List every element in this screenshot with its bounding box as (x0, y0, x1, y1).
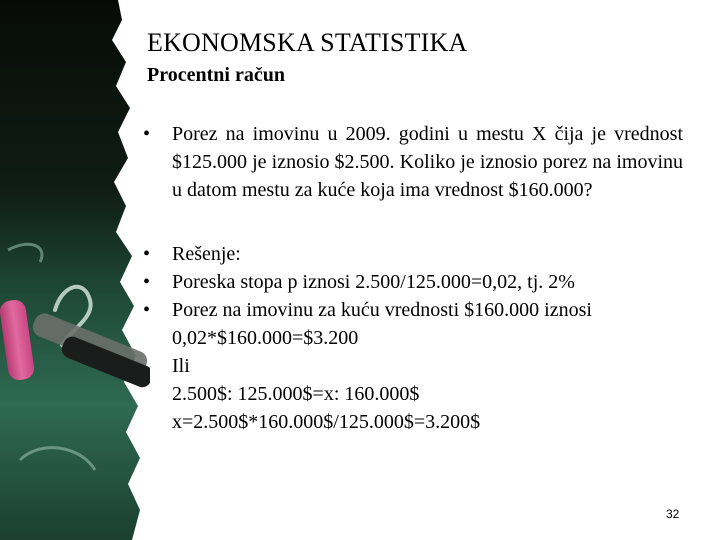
bullet-marker: • (143, 299, 151, 321)
alternative-label: Ili (172, 355, 190, 377)
slide-title: EKONOMSKA STATISTIKA (147, 28, 468, 57)
bullet-marker: • (143, 123, 151, 145)
spacer (143, 204, 683, 240)
chalkboard-decoration (0, 0, 150, 540)
solution-bullet-3 (143, 296, 683, 352)
tax-amount-text: Porez na imovinu za kuću vrednosti $160.000 iznosi 0,02*$160.000=$3.200 (172, 299, 592, 349)
page-number: 32 (666, 507, 680, 521)
proportion-line: 2.500$: 125.000$=x: 160.000$ (172, 383, 420, 405)
problem-text: Porez na imovinu u 2009. godini u mestu X čija je vrednost $125.000 je iznosio $2.500. Koliko je iznosio porez na imovinu u datom mestu za kuće koja ima vrednost $160.000? (172, 123, 683, 201)
result-line: x=2.500$*160.000$/125.000$=3.200$ (172, 411, 481, 433)
problem-bullet (143, 120, 683, 204)
solution-bullet-2 (143, 268, 683, 296)
solution-bullet-1 (143, 240, 683, 268)
slide-body (143, 120, 683, 436)
bullet-marker: • (143, 271, 151, 293)
bullet-marker: • (143, 243, 151, 265)
chalkboard-image (0, 0, 150, 540)
tax-rate-text: Poreska stopa p iznosi 2.500/125.000=0,02, tj. 2% (172, 271, 575, 293)
slide-subtitle: Procentni račun (147, 64, 285, 86)
solution-heading: Rešenje: (172, 243, 241, 265)
